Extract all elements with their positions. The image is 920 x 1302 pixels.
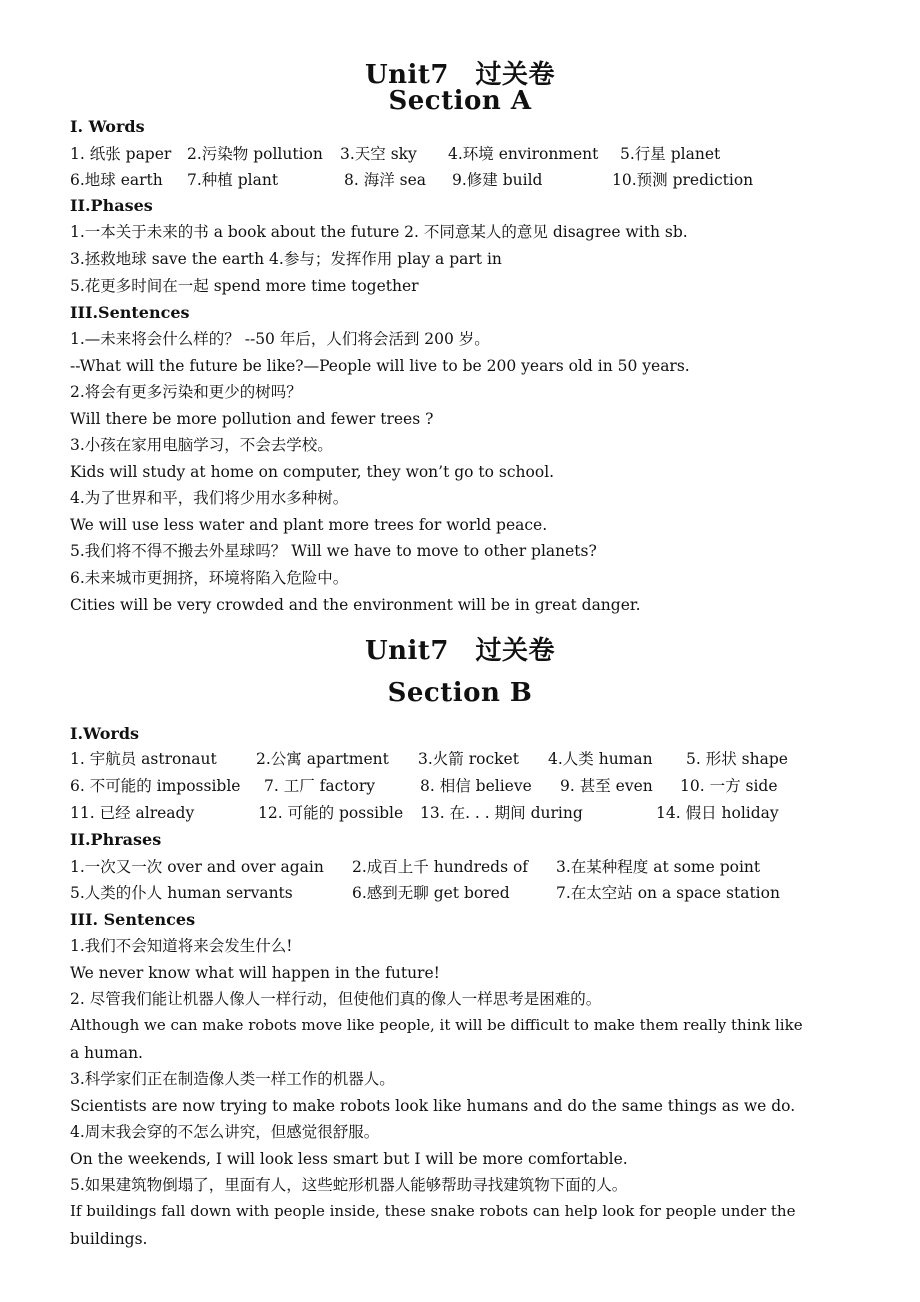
phrase-item: 1.一次又一次 over and over again xyxy=(70,858,324,876)
sentence-line: We never know what will happen in the future! xyxy=(70,964,440,982)
word-item: 14. 假日 holiday xyxy=(656,804,779,822)
phrase-line: 3.拯救地球 save the earth 4.参与；发挥作用 play a part in xyxy=(70,250,502,268)
word-item: 1. 宇航员 astronaut xyxy=(70,750,217,768)
sentence-line: 6.未来城市更拥挤，环境将陷入危险中。 xyxy=(70,569,349,587)
section-b-sentences-heading: III. Sentences xyxy=(70,910,196,929)
word-item: 5.行星 planet xyxy=(620,145,721,163)
word-item: 10.预测 prediction xyxy=(612,171,754,189)
word-item: 9. 甚至 even xyxy=(560,777,653,795)
sentence-line: 4.周末我会穿的不怎么讲究，但感觉很舒服。 xyxy=(70,1123,380,1141)
word-item: 3.火箭 rocket xyxy=(418,750,519,768)
word-item: 6.地球 earth xyxy=(70,171,163,189)
word-item: 11. 已经 already xyxy=(70,804,195,822)
sentence-line: Scientists are now trying to make robots look like humans and do the same things as we do. xyxy=(70,1097,796,1115)
word-item: 13. 在. . . 期间 during xyxy=(420,804,583,822)
section-b-title: Section B xyxy=(387,678,533,708)
sentence-line: 2. 尽管我们能让机器人像人一样行动，但使他们真的像人一样思考是困难的。 xyxy=(70,990,602,1008)
sentence-line: Will there be more pollution and fewer trees ? xyxy=(70,410,434,428)
section-a-unit-title: Unit7 过关卷 xyxy=(364,60,556,90)
sentence-line: If buildings fall down with people inside, these snake robots can help look for people under the xyxy=(70,1202,796,1220)
word-item: 4.环境 environment xyxy=(448,145,599,163)
section-b-phrases-heading: II.Phrases xyxy=(70,830,162,849)
phrase-item: 5.人类的仆人 human servants xyxy=(70,884,293,902)
sentence-line: On the weekends, I will look less smart but I will be more comfortable. xyxy=(70,1150,628,1168)
word-item: 1. 纸张 paper xyxy=(70,145,172,163)
word-item: 5. 形状 shape xyxy=(686,750,788,768)
sentence-line: 3.科学家们正在制造像人类一样工作的机器人。 xyxy=(70,1070,395,1088)
phrase-item: 3.在某种程度 at some point xyxy=(556,858,761,876)
word-item: 12. 可能的 possible xyxy=(258,804,404,822)
sentence-line: Although we can make robots move like people, it will be difficult to make them really think like xyxy=(70,1016,803,1034)
sentence-line: buildings. xyxy=(70,1230,148,1248)
section-a-words-heading: I. Words xyxy=(70,117,145,136)
word-item: 10. 一方 side xyxy=(680,777,778,795)
section-a-sentences-heading: III.Sentences xyxy=(70,303,190,322)
word-item: 2.公寓 apartment xyxy=(256,750,389,768)
phrase-item: 6.感到无聊 get bored xyxy=(352,884,510,902)
sentence-line: Cities will be very crowded and the environment will be in great danger. xyxy=(70,596,641,614)
section-a-phases-heading: II.Phases xyxy=(70,196,153,215)
sentence-line: 2.将会有更多污染和更少的树吗？ xyxy=(70,383,302,401)
sentence-line: Kids will study at home on computer, they won’t go to school. xyxy=(70,463,555,481)
sentence-line: 1.—未来将会什么样的？ --50 年后，人们将会活到 200 岁。 xyxy=(70,330,490,348)
sentence-line: 5.我们将不得不搬去外星球吗？ Will we have to move to other planets? xyxy=(70,542,597,560)
phrase-item: 7.在太空站 on a space station xyxy=(556,884,780,902)
sentence-line: 3.小孩在家用电脑学习，不会去学校。 xyxy=(70,436,333,454)
word-item: 8. 相信 believe xyxy=(420,777,532,795)
section-b-words-heading: I.Words xyxy=(70,724,140,743)
word-item: 3.天空 sky xyxy=(340,145,417,163)
word-item: 7. 工厂 factory xyxy=(264,777,376,795)
phrase-line: 5.花更多时间在一起 spend more time together xyxy=(70,277,419,295)
sentence-line: a human. xyxy=(70,1044,143,1062)
phrase-item: 2.成百上千 hundreds of xyxy=(352,858,529,876)
sentence-line: 1.我们不会知道将来会发生什么! xyxy=(70,937,293,955)
sentence-line: We will use less water and plant more trees for world peace. xyxy=(70,516,548,534)
word-item: 6. 不可能的 impossible xyxy=(70,777,241,795)
word-item: 9.修建 build xyxy=(452,171,543,189)
phrase-line: 1.一本关于未来的书 a book about the future 2. 不同意某人的意见 disagree with sb. xyxy=(70,223,688,241)
section-a-title: Section A xyxy=(388,86,532,116)
word-item: 8. 海洋 sea xyxy=(344,171,427,189)
sentence-line: 5.如果建筑物倒塌了，里面有人，这些蛇形机器人能够帮助寻找建筑物下面的人。 xyxy=(70,1176,628,1194)
sentence-line: --What will the future be like?—People will live to be 200 years old in 50 years. xyxy=(70,357,690,375)
word-item: 2.污染物 pollution xyxy=(187,145,323,163)
sentence-line: 4.为了世界和平，我们将少用水多种树。 xyxy=(70,489,349,507)
word-item: 4.人类 human xyxy=(548,750,653,768)
section-b-unit-title: Unit7 过关卷 xyxy=(364,636,556,666)
word-item: 7.种植 plant xyxy=(187,171,279,189)
